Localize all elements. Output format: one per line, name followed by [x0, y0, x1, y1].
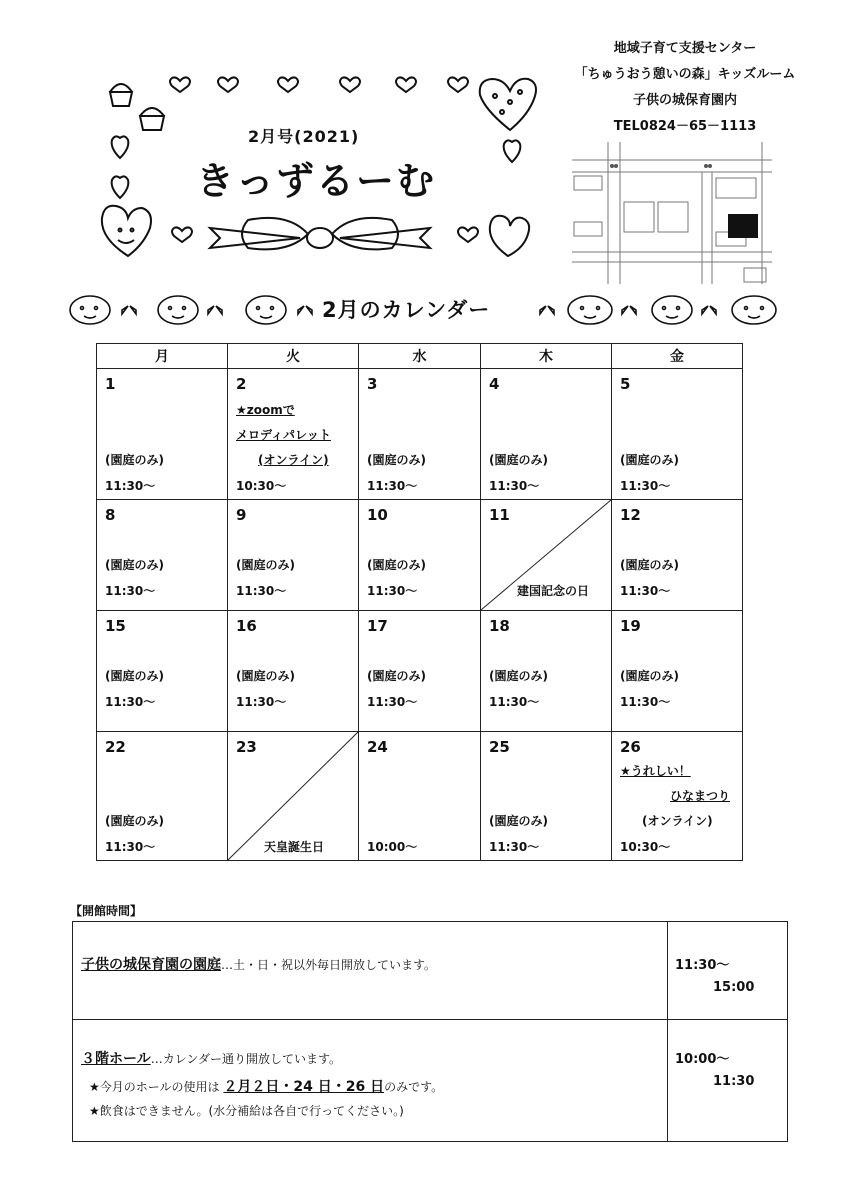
center-location: 子供の城保育園内	[632, 93, 737, 108]
heart-icon	[490, 216, 529, 256]
event-garden: (園庭のみ)	[367, 453, 426, 467]
hours-heading: 【開館時間】	[70, 904, 143, 918]
day-cell	[359, 369, 481, 500]
event-time: 11:30～	[489, 840, 540, 854]
event-zoom-title: ★zoomで	[236, 403, 295, 417]
event-time: 11:30～	[236, 584, 287, 598]
event-hina-title: ★うれしい！	[620, 764, 691, 778]
face-icon	[568, 296, 612, 324]
event-time: 11:30～	[105, 695, 156, 709]
event-time: 10:00～	[367, 840, 418, 854]
center-tel: TEL0824－65－1113	[613, 119, 757, 134]
hours-table	[72, 921, 788, 1142]
event-garden: (園庭のみ)	[367, 669, 426, 683]
day-number: 4	[489, 375, 500, 393]
heart-icon	[340, 77, 360, 92]
event-time: 11:30～	[105, 479, 156, 493]
event-time: 11:30～	[620, 695, 671, 709]
day-number: 9	[236, 506, 247, 524]
day-cell	[359, 611, 481, 732]
weekday-header-row	[97, 344, 743, 369]
weekday-fri: 金	[612, 344, 743, 369]
cupcake-icon	[140, 108, 164, 130]
day-cell	[612, 500, 743, 611]
event-garden: (園庭のみ)	[620, 453, 679, 467]
garden-desc: …土・日・祝以外毎日開放しています。	[221, 958, 437, 972]
day-cell-holiday	[228, 732, 359, 861]
hall-close-time: 11:30	[713, 1074, 755, 1089]
heart-icon	[448, 77, 468, 92]
event-online: (オンライン)	[642, 814, 713, 828]
calendar-table	[96, 343, 743, 861]
day-number: 16	[236, 617, 257, 635]
day-number: 25	[489, 738, 510, 756]
event-time: 11:30～	[620, 479, 671, 493]
calendar-title: 2月のカレンダー	[322, 298, 491, 322]
day-cell	[481, 611, 612, 732]
day-number: 1	[105, 375, 116, 393]
holiday-label: 天皇誕生日	[264, 840, 325, 854]
event-garden: (園庭のみ)	[489, 669, 548, 683]
event-garden: (園庭のみ)	[105, 669, 164, 683]
event-time: 11:30～	[489, 695, 540, 709]
day-cell	[612, 369, 743, 500]
garden-name: 子供の城保育園の園庭	[81, 957, 221, 973]
event-time: 11:30～	[620, 584, 671, 598]
day-number: 8	[105, 506, 116, 524]
event-time: 10:30～	[236, 479, 287, 493]
weekday-mon: 月	[97, 344, 228, 369]
day-number: 24	[367, 738, 388, 756]
heart-icon	[102, 206, 151, 256]
day-number: 12	[620, 506, 641, 524]
face-icon	[158, 296, 198, 324]
heart-icon	[112, 136, 129, 158]
face-icon	[652, 296, 692, 324]
weekday-tue: 火	[228, 344, 359, 369]
day-cell	[97, 732, 228, 861]
event-time: 11:30～	[105, 840, 156, 854]
event-garden: (園庭のみ)	[236, 558, 295, 572]
week-row	[97, 500, 743, 611]
holiday-label: 建国記念の日	[517, 584, 590, 598]
day-cell	[97, 369, 228, 500]
hall-note-prefix: ★今月のホールの使用は	[89, 1080, 220, 1094]
heart-icon	[218, 77, 238, 92]
heart-icon	[170, 77, 190, 92]
heart-icon	[112, 176, 129, 198]
event-garden: (園庭のみ)	[105, 453, 164, 467]
event-garden: (園庭のみ)	[105, 814, 164, 828]
hall-note2: ★飲食はできません。(水分補給は各自で行ってください。)	[89, 1104, 404, 1118]
hall-name: ３階ホール	[81, 1051, 151, 1067]
hall-open-time: 10:00～	[675, 1052, 730, 1067]
day-number: 17	[367, 617, 388, 635]
heart-icon	[396, 77, 416, 92]
center-info	[560, 36, 810, 140]
day-cell	[97, 500, 228, 611]
day-number: 2	[236, 375, 247, 393]
day-number: 18	[489, 617, 510, 635]
week-row	[97, 732, 743, 861]
event-hina-name: ひなまつり	[670, 789, 731, 803]
event-time: 11:30～	[236, 695, 287, 709]
event-garden: (園庭のみ)	[489, 814, 548, 828]
heart-icon	[458, 227, 478, 242]
hall-note-suffix: のみです。	[384, 1080, 444, 1094]
access-map	[572, 142, 772, 284]
hall-row	[81, 1048, 341, 1068]
day-cell-holiday	[481, 500, 612, 611]
garden-open-time: 11:30～	[675, 958, 730, 973]
day-cell	[359, 500, 481, 611]
ribbon-icon	[210, 218, 430, 250]
heart-icon	[480, 79, 536, 130]
garden-close-time: 15:00	[713, 980, 755, 995]
day-cell	[228, 611, 359, 732]
day-number: 26	[620, 738, 641, 756]
week-row	[97, 611, 743, 732]
event-time: 11:30～	[367, 695, 418, 709]
day-number: 5	[620, 375, 631, 393]
event-time: 10:30～	[620, 840, 671, 854]
newsletter-title: きっずるーむ	[196, 159, 437, 203]
issue-label: 2月号(2021)	[248, 127, 360, 146]
cupcake-icon	[110, 84, 132, 106]
day-number: 10	[367, 506, 388, 524]
day-number: 3	[367, 375, 378, 393]
event-garden: (園庭のみ)	[105, 558, 164, 572]
heart-icon	[172, 227, 192, 242]
face-icon	[70, 296, 110, 324]
face-icon	[732, 296, 776, 324]
heart-icon	[504, 140, 521, 162]
center-org: 地域子育て支援センター	[613, 41, 757, 56]
center-room: 「ちゅうおう憩いの森」キッズルーム	[574, 67, 796, 82]
day-cell	[228, 500, 359, 611]
heart-icon	[278, 77, 298, 92]
day-number: 23	[236, 738, 257, 756]
day-cell	[612, 611, 743, 732]
day-cell	[359, 732, 481, 861]
hall-note-dates: ２月２日・24 日・26 日	[223, 1079, 385, 1095]
event-garden: (園庭のみ)	[236, 669, 295, 683]
week-row	[97, 369, 743, 500]
weekday-thu: 木	[481, 344, 612, 369]
garden-row	[81, 954, 436, 974]
weekday-wed: 水	[359, 344, 481, 369]
event-garden: (園庭のみ)	[620, 558, 679, 572]
event-garden: (園庭のみ)	[620, 669, 679, 683]
event-garden: (園庭のみ)	[489, 453, 548, 467]
day-cell	[228, 369, 359, 500]
event-time: 11:30～	[367, 584, 418, 598]
event-garden: (園庭のみ)	[367, 558, 426, 572]
event-zoom-name: メロディパレット	[236, 428, 331, 442]
event-online: (オンライン)	[258, 453, 329, 467]
face-icon	[246, 296, 286, 324]
day-number: 15	[105, 617, 126, 635]
day-cell	[97, 611, 228, 732]
day-cell	[612, 732, 743, 861]
day-number: 19	[620, 617, 641, 635]
day-cell	[481, 369, 612, 500]
event-time: 11:30～	[105, 584, 156, 598]
day-number: 22	[105, 738, 126, 756]
day-number: 11	[489, 506, 510, 524]
day-cell	[481, 732, 612, 861]
hall-note-row	[89, 1076, 443, 1096]
hall-desc: …カレンダー通り開放しています。	[150, 1052, 341, 1066]
event-time: 11:30～	[489, 479, 540, 493]
event-time: 11:30～	[367, 479, 418, 493]
